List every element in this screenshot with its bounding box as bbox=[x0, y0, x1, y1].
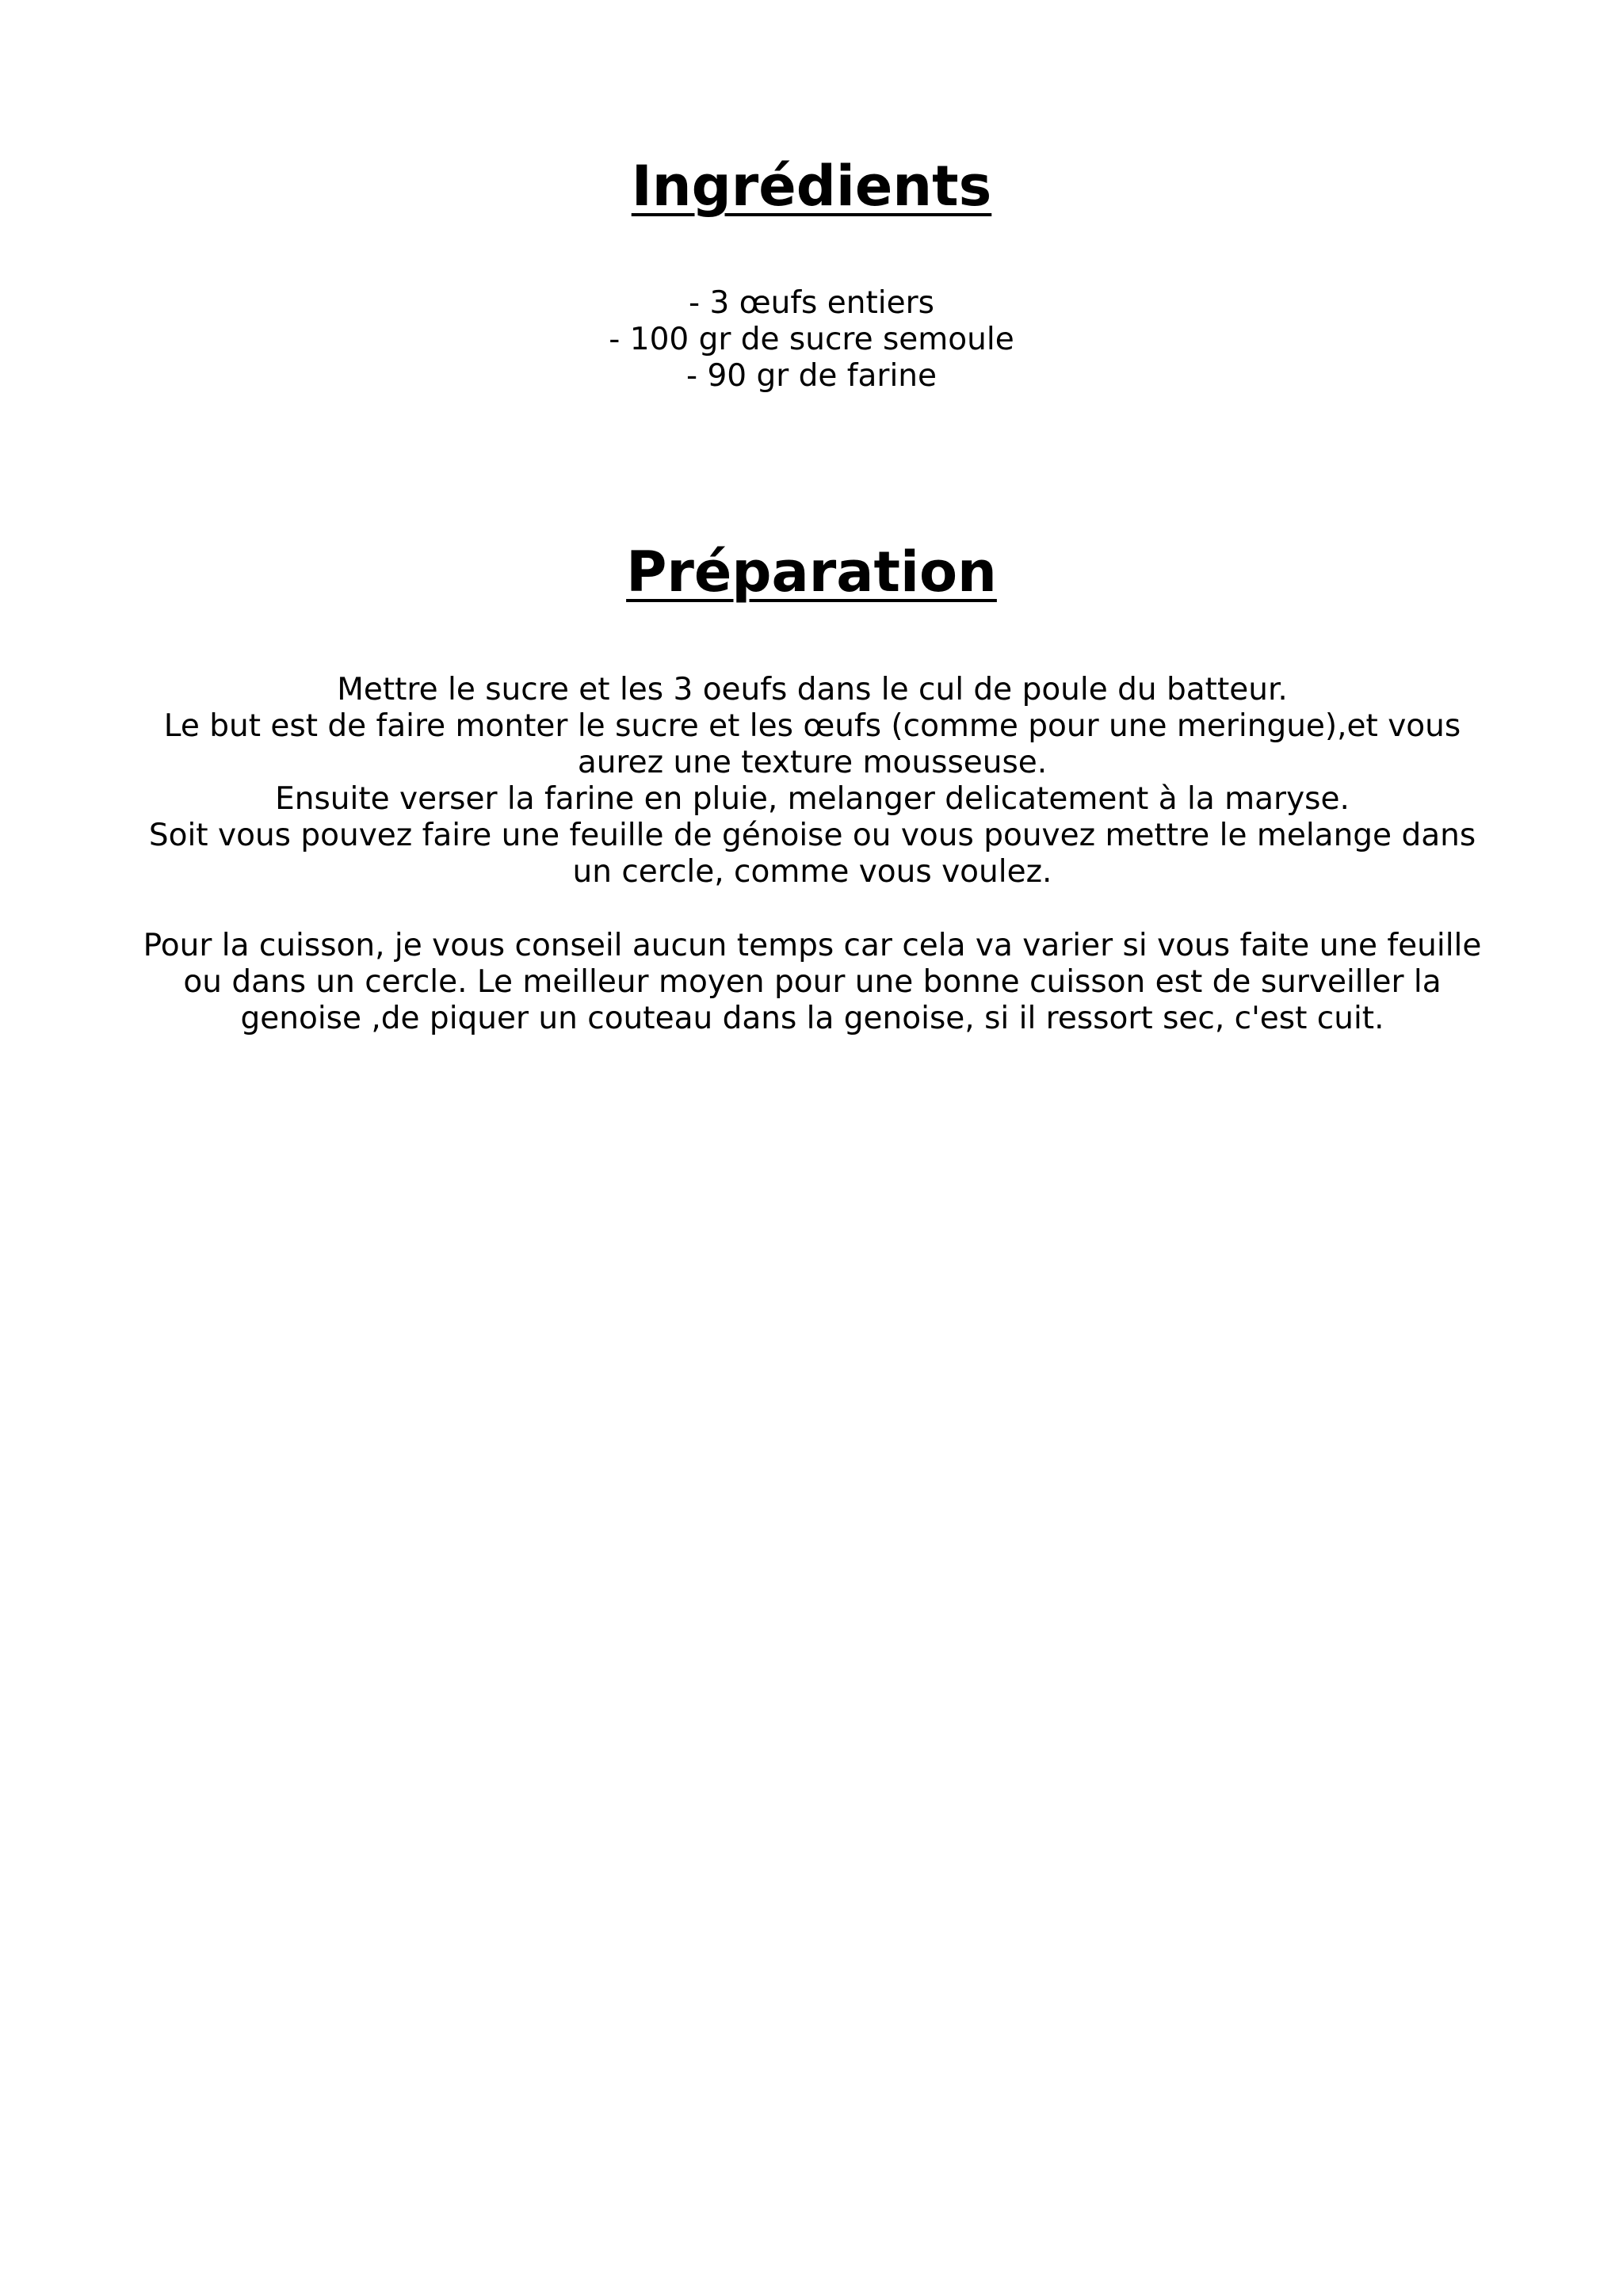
cooking-note bbox=[143, 928, 1482, 1037]
preparation-step: Soit vous pouvez faire une feuille de génoise ou vous pouvez mettre le melange dans un cercle, comme vous voulez. bbox=[148, 818, 1476, 890]
cooking-note-text: Pour la cuisson, je vous conseil aucun temps car cela va varier si vous faite une feuille ou dans un cercle. Le meilleur moyen pour une bonne cuisson est de surveiller la genoise ,de piquer un couteau dans la genoise, si il ressort sec, c'est cuit. bbox=[143, 928, 1482, 1036]
ingredient-item: - 100 gr de sucre semoule bbox=[609, 322, 1014, 357]
ingredients-heading: Ingrédients bbox=[631, 154, 992, 219]
preparation-heading: Préparation bbox=[626, 540, 997, 605]
preparation-step: Ensuite verser la farine en pluie, melanger delicatement à la maryse. bbox=[275, 781, 1350, 817]
preparation-step: Le but est de faire monter le sucre et les œufs (comme pour une meringue),et vous aurez une texture mousseuse. bbox=[163, 708, 1461, 780]
preparation-steps bbox=[143, 672, 1482, 891]
ingredient-item: - 90 gr de farine bbox=[685, 358, 938, 394]
preparation-step: Mettre le sucre et les 3 oeufs dans le cul de poule du batteur. bbox=[337, 672, 1288, 707]
ingredients-list bbox=[0, 285, 1623, 395]
ingredient-item: - 3 œufs entiers bbox=[689, 285, 934, 321]
